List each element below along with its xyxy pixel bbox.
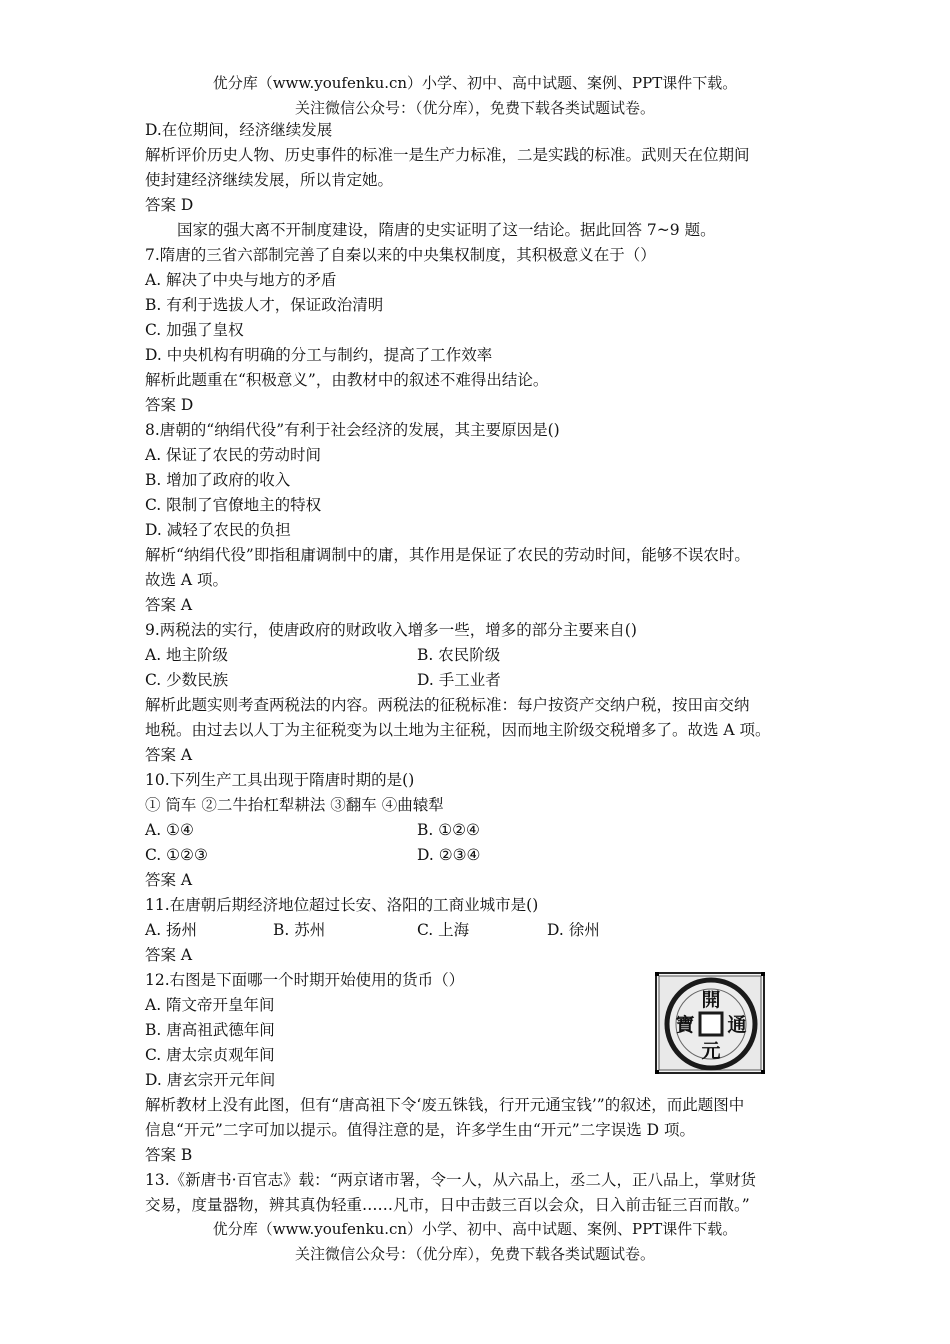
q7-analysis: 解析此题重在“积极意义”，由教材中的叙述不难得出结论。 <box>145 371 549 389</box>
q6-option-d: D.在位期间，经济继续发展 <box>145 121 333 139</box>
q9-option-c: C. 少数民族 <box>145 671 229 689</box>
q12-analysis-line-1: 解析教材上没有此图，但有“唐高祖下令‘废五铢钱，行开元通宝钱’”的叙述，而此题图中 <box>145 1096 745 1114</box>
coin-char-right: 通 <box>727 1014 747 1036</box>
q11-answer: 答案 A <box>145 946 193 964</box>
coin-char-top: 開 <box>701 989 721 1011</box>
q7-stem: 7.隋唐的三省六部制完善了自秦以来的中央集权制度，其积极意义在于（） <box>145 246 656 264</box>
q11-stem: 11.在唐朝后期经济地位超过长安、洛阳的工商业城市是() <box>145 896 539 914</box>
q12-answer: 答案 B <box>145 1146 193 1164</box>
q7-option-b: B. 有利于选拔人才，保证政治清明 <box>145 296 384 314</box>
q11-option-a: A. 扬州 <box>145 921 198 939</box>
q7-option-a: A. 解决了中央与地方的矛盾 <box>145 271 337 289</box>
q8-analysis-line-1: 解析“纳绢代役”即指租庸调制中的庸，其作用是保证了农民的劳动时间，能够不误农时。 <box>145 546 750 564</box>
q13-stem-line-2: 交易，度量器物，辨其真伪轻重……凡市，日中击鼓三百以会众，日入前击钲三百而散。” <box>145 1196 750 1214</box>
q9-stem: 9.两税法的实行，使唐政府的财政收入增多一些，增多的部分主要来自() <box>145 621 637 639</box>
q10-options-row-1 <box>145 818 815 843</box>
q8-analysis-line-2: 故选 A 项。 <box>145 571 229 589</box>
q12-option-b: B. 唐高祖武德年间 <box>145 1021 275 1039</box>
q7-answer: 答案 D <box>145 396 194 414</box>
q9-answer: 答案 A <box>145 746 193 764</box>
q9-options-row-1 <box>145 643 815 668</box>
q12-option-d: D. 唐玄宗开元年间 <box>145 1071 276 1089</box>
q8-option-a: A. 保证了农民的劳动时间 <box>145 446 322 464</box>
q6-answer: 答案 D <box>145 196 194 214</box>
q10-option-a: A. ①④ <box>145 821 194 839</box>
q9-option-d: D. 手工业者 <box>417 671 501 689</box>
q8-option-b: B. 增加了政府的收入 <box>145 471 291 489</box>
footer-line-1: 优分库（www.youfenku.cn）小学、初中、高中试题、案例、PPT课件下载。 <box>212 1220 738 1238</box>
q12-option-c: C. 唐太宗贞观年间 <box>145 1046 275 1064</box>
q10-stem: 10.下列生产工具出现于隋唐时期的是() <box>145 771 415 789</box>
q11-options-row <box>145 918 815 943</box>
q11-option-c: C. 上海 <box>417 921 470 939</box>
q12-stem: 12.右图是下面哪一个时期开始使用的货币（） <box>145 971 465 989</box>
page-header <box>0 71 950 121</box>
q10-answer: 答案 A <box>145 871 193 889</box>
kaiyuan-coin-image <box>655 972 767 1076</box>
section-intro: 国家的强大离不开制度建设，隋唐的史实证明了这一结论。据此回答 7~9 题。 <box>177 221 716 239</box>
q6-analysis-line-2: 使封建经济继续发展，所以肯定她。 <box>145 171 394 189</box>
q8-option-d: D. 减轻了农民的负担 <box>145 521 291 539</box>
q9-analysis-line-2: 地税。由过去以人丁为主征税变为以土地为主征税，因而地主阶级交税增多了。故选 A 项。 <box>145 721 771 739</box>
q8-stem: 8.唐朝的“纳绢代役”有利于社会经济的发展，其主要原因是() <box>145 421 560 439</box>
q10-options-row-2 <box>145 843 815 868</box>
q10-option-d: D. ②③④ <box>417 846 481 864</box>
q8-answer: 答案 A <box>145 596 193 614</box>
q11-option-b: B. 苏州 <box>273 921 326 939</box>
q12-analysis-line-2: 信息“开元”二字可加以提示。值得注意的是，许多学生由“开元”二字误选 D 项。 <box>145 1121 695 1139</box>
q8-option-c: C. 限制了官僚地主的特权 <box>145 496 322 514</box>
q7-option-c: C. 加强了皇权 <box>145 321 244 339</box>
header-line-2: 关注微信公众号：（优分库），免费下载各类试题试卷。 <box>294 99 655 117</box>
coin-char-bottom: 元 <box>701 1040 721 1062</box>
q13-stem-line-1: 13.《新唐书·百官志》载：“两京诸市署，令一人，从六品上，丞二人，正八品上，掌财货 <box>145 1171 757 1189</box>
q9-options-row-2 <box>145 668 815 693</box>
q9-analysis-line-1: 解析此题实则考查两税法的内容。两税法的征税标准：每户按资产交纳户税，按田亩交纳 <box>145 696 750 714</box>
q11-option-d: D. 徐州 <box>547 921 600 939</box>
q10-items: ① 筒车 ②二牛抬杠犁耕法 ③翻车 ④曲辕犁 <box>145 796 444 814</box>
header-line-1: 优分库（www.youfenku.cn）小学、初中、高中试题、案例、PPT课件下载。 <box>212 74 738 92</box>
q9-option-a: A. 地主阶级 <box>145 646 229 664</box>
q6-analysis-line-1: 解析评价历史人物、历史事件的标准一是生产力标准，二是实践的标准。武则天在位期间 <box>145 146 750 164</box>
q9-option-b: B. 农民阶级 <box>417 646 501 664</box>
footer-line-2: 关注微信公众号：（优分库），免费下载各类试题试卷。 <box>294 1245 655 1263</box>
q7-option-d: D. 中央机构有明确的分工与制约，提高了工作效率 <box>145 346 493 364</box>
q10-option-b: B. ①②④ <box>417 821 480 839</box>
coin-illustration <box>655 972 767 1076</box>
q10-option-c: C. ①②③ <box>145 846 208 864</box>
page-footer <box>0 1217 950 1267</box>
q12-option-a: A. 隋文帝开皇年间 <box>145 996 275 1014</box>
coin-char-left: 寶 <box>675 1014 695 1036</box>
